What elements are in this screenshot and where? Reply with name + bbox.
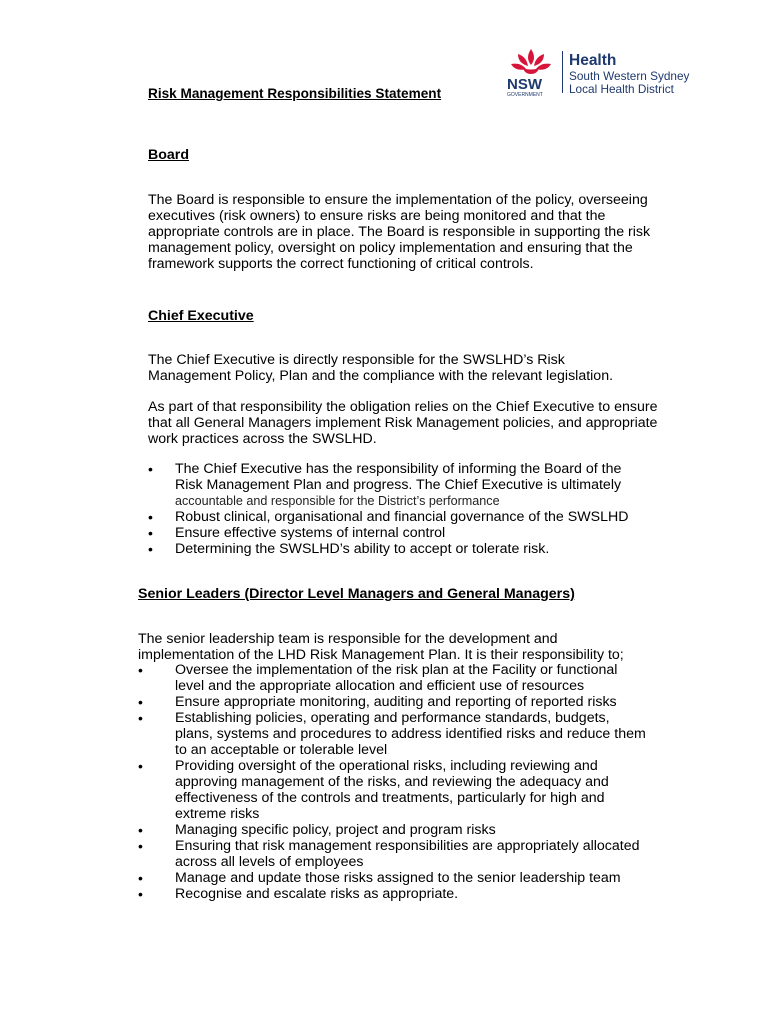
list-item: • Providing oversight of the operational risks, including reviewing and approving management of the risks, and reviewing the adequacy and effectiveness of the controls and treatments, particularly for high and extreme risks [138, 758, 688, 822]
senior-leaders-intro: The senior leadership team is responsible for the development and implementation of the LHD Risk Management Plan. It is their responsibility to; [138, 631, 624, 663]
list-item: • Manage and update those risks assigned to the senior leadership team [138, 870, 688, 886]
list-item: • Managing specific policy, project and program risks [138, 822, 688, 838]
svg-text:NSW: NSW [507, 76, 542, 93]
waratah-icon [505, 47, 557, 97]
list-item: • Determining the SWSLHD’s ability to accept or tolerate risk. [148, 541, 688, 557]
logo-health: Health [569, 52, 617, 69]
svg-text:GOVERNMENT: GOVERNMENT [507, 92, 543, 97]
list-item: • Recognise and escalate risks as appropriate. [138, 886, 688, 902]
logo-divider [562, 51, 563, 93]
chief-executive-heading: Chief Executive [148, 308, 254, 324]
chief-executive-bullet-list [148, 461, 688, 557]
nsw-health-logo [505, 47, 695, 97]
logo-district: South Western Sydney Local Health District [569, 69, 690, 96]
board-paragraph: The Board is responsible to ensure the implementation of the policy, overseeing executives (risk owners) to ensure risks are being monitored and that the appropriate controls are in place. The Board is responsible in supporting the risk management policy, oversight on policy implementation and ensuring that the framework supports the correct functioning of critical controls. [148, 192, 651, 272]
list-item: • Ensure appropriate monitoring, auditing and reporting of reported risks [138, 694, 688, 710]
list-item: • Ensuring that risk management responsibilities are appropriately allocated across all levels of employees [138, 838, 688, 870]
senior-leaders-heading: Senior Leaders (Director Level Managers and General Managers) [138, 586, 575, 602]
list-item: • Ensure effective systems of internal control [148, 525, 688, 541]
chief-executive-paragraph-2: As part of that responsibility the obligation relies on the Chief Executive to ensure that all General Managers implement Risk Management policies, and appropriate work practices across the SWSLHD. [148, 399, 658, 447]
list-item: • The Chief Executive has the responsibility of informing the Board of the Risk Management Plan and progress. The Chief Executive is ultimately accountable and responsible for the District’s performance [148, 461, 688, 509]
board-heading: Board [148, 147, 189, 163]
list-item: • Oversee the implementation of the risk plan at the Facility or functional level and the appropriate allocation and efficient use of resources [138, 662, 688, 694]
document-title: Risk Management Responsibilities Statement [148, 86, 442, 101]
senior-leaders-bullet-list [138, 662, 688, 902]
list-item: • Establishing policies, operating and performance standards, budgets, plans, systems and procedures to address identified risks and reduce them to an acceptable or tolerable level [138, 710, 688, 758]
list-item: • Robust clinical, organisational and financial governance of the SWSLHD [148, 509, 688, 525]
chief-executive-paragraph-1: The Chief Executive is directly responsible for the SWSLHD’s Risk Management Policy, Plan and the compliance with the relevant legislation. [148, 352, 614, 384]
